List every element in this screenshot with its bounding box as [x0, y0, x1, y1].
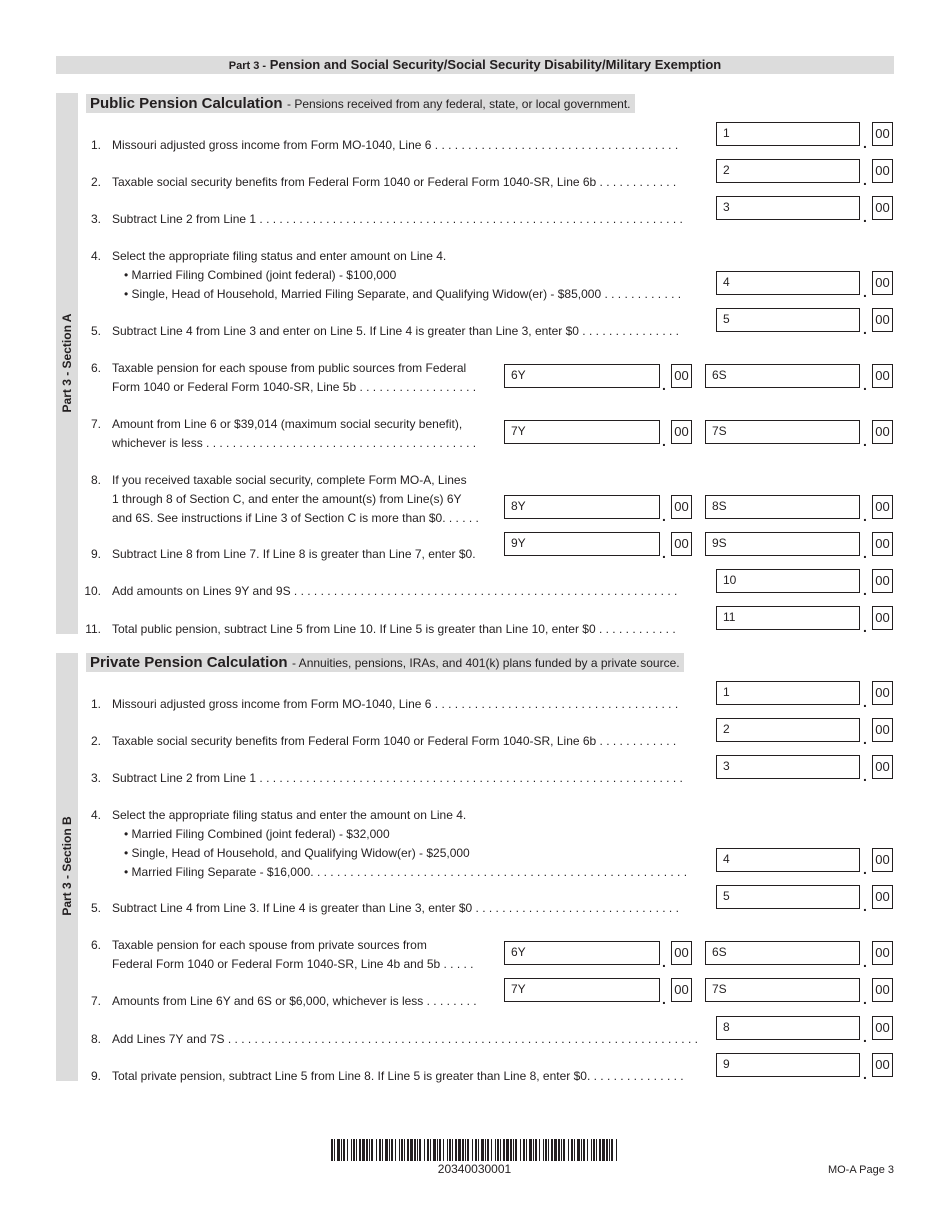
- section-a-subtitle: - Pensions received from any federal, state, or local government.: [287, 97, 631, 111]
- section-a-line-4-cents[interactable]: 00: [872, 271, 893, 295]
- section-a-line-2-input[interactable]: 2: [716, 159, 860, 183]
- section-a-title: Public Pension Calculation: [90, 95, 283, 112]
- section-a-line-8: 8. If you received taxable social security, complete Form MO-A, Lines 1 through 8 of Section C, and enter the amount(s) from Line(s) 6Y and 6S. See instructions if Line 3 of Section C is more than $0. . . . . .: [90, 473, 479, 525]
- section-b-line-6s-input[interactable]: 6S: [705, 941, 860, 965]
- section-a-line-1-input[interactable]: 1: [716, 122, 860, 146]
- section-a-line-9y-cents[interactable]: 00: [671, 532, 692, 556]
- section-a-line-7y-input[interactable]: 7Y: [504, 420, 660, 444]
- section-b-line-9-input[interactable]: 9: [716, 1053, 860, 1077]
- section-b-line-7s-input[interactable]: 7S: [705, 978, 860, 1002]
- section-a-line-8y-input[interactable]: 8Y: [504, 495, 660, 519]
- section-a-line-6s-input[interactable]: 6S: [705, 364, 860, 388]
- section-a-line-3-input[interactable]: 3: [716, 196, 860, 220]
- section-b-line-8-input[interactable]: 8: [716, 1016, 860, 1040]
- section-b-line-2-cents[interactable]: 00: [872, 718, 893, 742]
- page-label: MO-A Page 3: [827, 1164, 894, 1176]
- section-a-line-6y-cents[interactable]: 00: [671, 364, 692, 388]
- section-a-line-4-input[interactable]: 4: [716, 271, 860, 295]
- section-b-line-8-cents[interactable]: 00: [872, 1016, 893, 1040]
- section-b-line-7y-input[interactable]: 7Y: [504, 978, 660, 1002]
- section-b-title: Private Pension Calculation: [90, 654, 288, 671]
- section-b-line-3-cents[interactable]: 00: [872, 755, 893, 779]
- section-a-line-8s-cents[interactable]: 00: [872, 495, 893, 519]
- section-b-line-4: 4. Select the appropriate filing status and enter the amount on Line 4. • Married Filing Combined (joint federal) - $32,000 • Single, Head of Household, and Qualifying Widow(er) - $25,000 • Married Filing Separate - $16,000. . . . . . . . . . . . . . . . . . . . . . . . . . . . . . . . . . . . . . . . . . . . . . . . . . . . . . . . .: [90, 808, 688, 879]
- section-a-line-6: 6. Taxable pension for each spouse from public sources from Federal Form 1040 or Federal Form 1040-SR, Line 5b . . . . . . . . . . . . . . . . . .: [90, 361, 477, 394]
- part-label: Part 3 -: [228, 60, 267, 72]
- section-a-line-6y-input[interactable]: 6Y: [504, 364, 660, 388]
- section-a-line-8y-cents[interactable]: 00: [671, 495, 692, 519]
- section-b-line-6: 6. Taxable pension for each spouse from private sources from Federal Form 1040 or Federal Form 1040-SR, Line 4b and 5b . . . . .: [90, 938, 474, 971]
- section-a-line-7: 7. Amount from Line 6 or $39,014 (maximum social security benefit), whichever is less . . . . . . . . . . . . . . . . . . . . . . . . . . . . . . . . . . . . . . . . .: [90, 417, 477, 450]
- section-a-line-7s-cents[interactable]: 00: [872, 420, 893, 444]
- section-a-line-6s-cents[interactable]: 00: [872, 364, 893, 388]
- section-b-line-4-cents[interactable]: 00: [872, 848, 893, 872]
- section-a-line-2-cents[interactable]: 00: [872, 159, 893, 183]
- section-b-line-1-cents[interactable]: 00: [872, 681, 893, 705]
- section-b-line-4-input[interactable]: 4: [716, 848, 860, 872]
- section-b-line-6y-cents[interactable]: 00: [671, 941, 692, 965]
- section-b-subtitle: - Annuities, pensions, IRAs, and 401(k) plans funded by a private source.: [292, 656, 680, 670]
- barcode: [331, 1139, 618, 1161]
- section-a-line-3-cents[interactable]: 00: [872, 196, 893, 220]
- section-b-line-9-cents[interactable]: 00: [872, 1053, 893, 1077]
- section-b-line-6s-cents[interactable]: 00: [872, 941, 893, 965]
- section-a-line-8s-input[interactable]: 8S: [705, 495, 860, 519]
- part-header: [56, 56, 894, 74]
- section-b-line-3-input[interactable]: 3: [716, 755, 860, 779]
- section-a-line-9s-input[interactable]: 9S: [705, 532, 860, 556]
- section-b-line-5-input[interactable]: 5: [716, 885, 860, 909]
- section-a-line-1-cents[interactable]: 00: [872, 122, 893, 146]
- section-a-heading: [86, 94, 635, 113]
- section-b-heading: [86, 653, 684, 672]
- section-b-line-5-cents[interactable]: 00: [872, 885, 893, 909]
- section-a-line-7y-cents[interactable]: 00: [671, 420, 692, 444]
- section-a-line-9s-cents[interactable]: 00: [872, 532, 893, 556]
- section-b-line-1-input[interactable]: 1: [716, 681, 860, 705]
- section-a-line-10-cents[interactable]: 00: [872, 569, 893, 593]
- section-a-line-5-cents[interactable]: 00: [872, 308, 893, 332]
- section-a-line-9y-input[interactable]: 9Y: [504, 532, 660, 556]
- section-b-line-7s-cents[interactable]: 00: [872, 978, 893, 1002]
- section-a-line-7s-input[interactable]: 7S: [705, 420, 860, 444]
- section-a-line-10-input[interactable]: 10: [716, 569, 860, 593]
- part-title: Pension and Social Security/Social Security Disability/Military Exemption: [269, 57, 722, 72]
- section-a-line-5-input[interactable]: 5: [716, 308, 860, 332]
- section-a-line-4: 4. Select the appropriate filing status and enter amount on Line 4. • Married Filing Combined (joint federal) - $100,000 • Single, Head of Household, Married Filing Separate, and Qualifying Widow(er) - $85,000 . . . . . . . . . . . .: [90, 249, 682, 301]
- section-b-line-7y-cents[interactable]: 00: [671, 978, 692, 1002]
- section-b-line-2-input[interactable]: 2: [716, 718, 860, 742]
- section-a-line-11-input[interactable]: 11: [716, 606, 860, 630]
- section-a-line-11-cents[interactable]: 00: [872, 606, 893, 630]
- barcode-number: 20340030001: [437, 1162, 512, 1176]
- section-b-line-6y-input[interactable]: 6Y: [504, 941, 660, 965]
